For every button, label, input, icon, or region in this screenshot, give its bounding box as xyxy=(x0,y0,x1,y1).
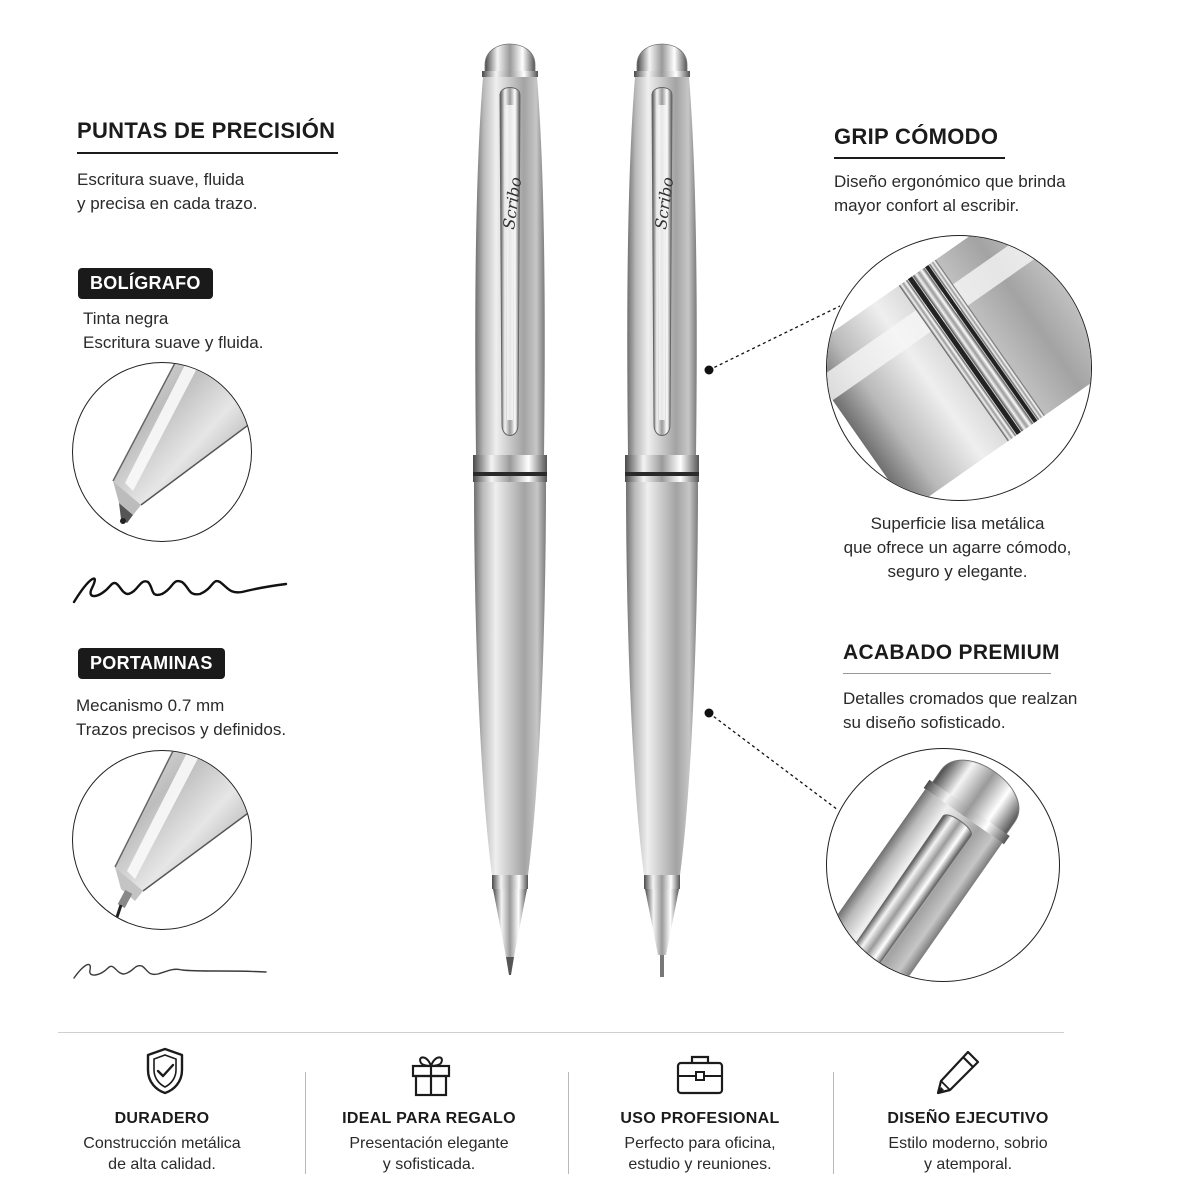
features-divider xyxy=(58,1032,1064,1033)
grip-text-1: Diseño ergonómico que brinda xyxy=(834,172,1066,191)
precision-tips-text-2: y precisa en cada trazo. xyxy=(77,194,258,213)
finish-rule xyxy=(843,673,1051,674)
ballpoint-brand-engraving: Scribo xyxy=(499,175,526,231)
ballpoint-scribble xyxy=(70,568,290,610)
shield-check-icon xyxy=(143,1046,187,1096)
mechanical-pencil-text-2: Trazos precisos y definidos. xyxy=(76,720,287,739)
feature-separator-2 xyxy=(568,1072,569,1174)
feature-title-gift: IDEAL PARA REGALO xyxy=(342,1110,516,1127)
grip-caption-3: seguro y elegante. xyxy=(887,562,1028,581)
grip-caption-2: que ofrece un agarre cómodo, xyxy=(843,538,1072,557)
grip-rule xyxy=(834,157,1005,159)
ballpoint-text-1: Tinta negra xyxy=(83,309,169,328)
mechanical-pencil-tag: PORTAMINAS xyxy=(78,648,225,679)
finish-text-1: Detalles cromados que realzan xyxy=(843,689,1078,708)
finish-text-2: su diseño sofisticado. xyxy=(843,713,1006,732)
ballpoint-tag: BOLÍGRAFO xyxy=(78,268,213,299)
mechanical-pencil-text-1: Mecanismo 0.7 mm xyxy=(76,696,225,715)
feature-title-executive: DISEÑO EJECUTIVO xyxy=(887,1110,1049,1127)
cap-closeup xyxy=(826,748,1060,982)
gift-icon xyxy=(409,1050,453,1098)
feature-desc-professional-2: estudio y reuniones. xyxy=(628,1156,772,1173)
pencil-brand-engraving: Scribo xyxy=(651,175,678,231)
ballpoint-text-2: Escritura suave y fluida. xyxy=(83,333,264,352)
briefcase-icon xyxy=(675,1052,725,1096)
finish-heading: ACABADO PREMIUM xyxy=(843,641,1060,664)
grip-text-2: mayor confort al escribir. xyxy=(834,196,1020,215)
grip-caption-1: Superficie lisa metálica xyxy=(870,514,1045,533)
feature-separator-1 xyxy=(305,1072,306,1174)
feature-desc-durable-2: de alta calidad. xyxy=(108,1156,216,1173)
grip-heading: GRIP CÓMODO xyxy=(834,124,999,149)
feature-desc-professional-1: Perfecto para oficina, xyxy=(624,1135,776,1152)
feature-desc-durable-1: Construcción metálica xyxy=(83,1135,241,1152)
feature-desc-executive-1: Estilo moderno, sobrio xyxy=(888,1135,1048,1152)
grip-callout-line xyxy=(709,306,840,370)
finish-callout-line xyxy=(709,713,838,810)
pens-illustration xyxy=(440,25,740,985)
precision-tips-rule xyxy=(77,152,338,154)
pen-icon xyxy=(932,1046,984,1098)
feature-title-professional: USO PROFESIONAL xyxy=(620,1110,780,1127)
pencil-tip-closeup xyxy=(72,750,252,930)
feature-title-durable: DURADERO xyxy=(114,1110,210,1127)
precision-tips-heading: PUNTAS DE PRECISIÓN xyxy=(77,118,336,143)
precision-tips-text-1: Escritura suave, fluida xyxy=(77,170,245,189)
feature-separator-3 xyxy=(833,1072,834,1174)
feature-desc-executive-2: y atemporal. xyxy=(923,1156,1013,1173)
grip-closeup xyxy=(826,235,1092,501)
ballpoint-tip-closeup xyxy=(72,362,252,542)
feature-desc-gift-2: y sofisticada. xyxy=(382,1156,476,1173)
feature-desc-gift-1: Presentación elegante xyxy=(349,1135,509,1152)
pencil-scribble xyxy=(70,954,270,988)
